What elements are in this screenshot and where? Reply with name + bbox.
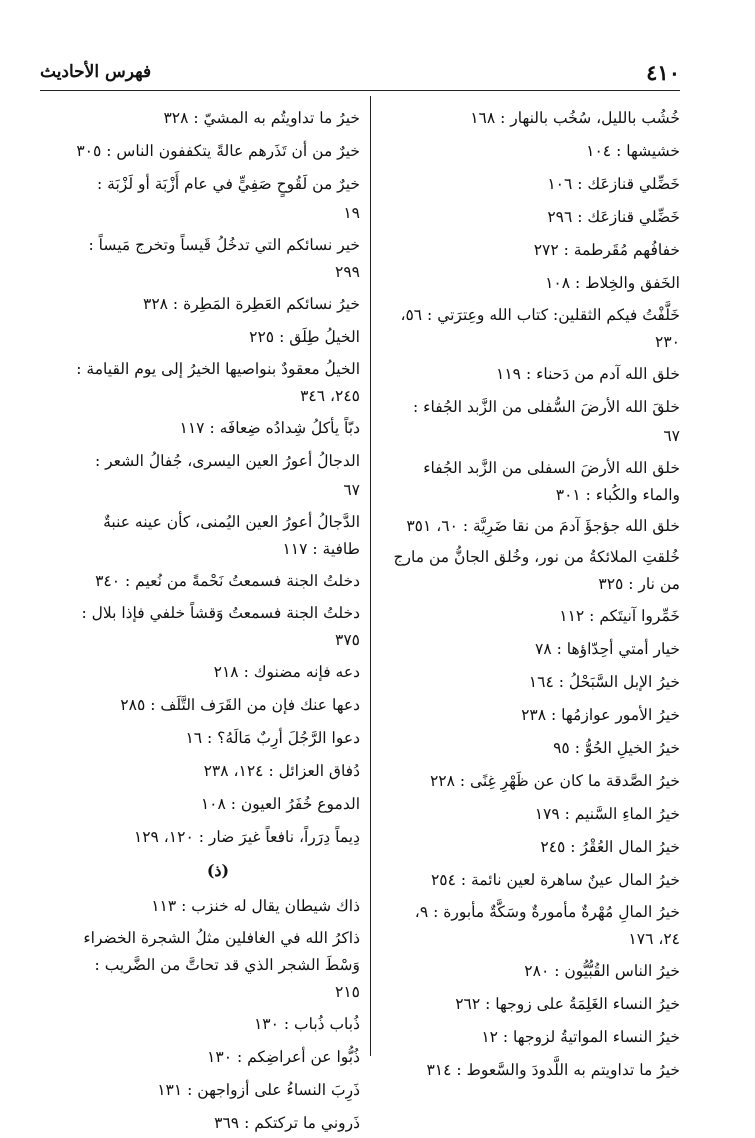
index-entry: ذَروني ما تركتكم : ٣٦٩ [214,1114,360,1132]
index-entry: خلق الله آدم من دَحناء : ١١٩ [496,365,680,383]
index-entry: خيرُ الماءِ السَّنيم : ١٧٩ [534,805,680,823]
index-entry: الدجالُ أعورُ العين اليسرى، جُفالُ الشعر : ٦٧ [94,452,360,499]
section-letter-heading: (ذ) [206,861,230,880]
index-entry: خلق الله جؤجؤَ آدمَ من نقا ضَرِيَّة : ٦٠، ٣٥١ [406,517,680,535]
index-entry: الخيلُ طِلَق : ٢٢٥ [249,328,360,346]
index-entry: خيرُ الإبل السَّبَحْلُ : ١٦٤ [528,673,680,691]
index-entry: خيار أمتي أحِدّاؤها : ٧٨ [535,640,680,658]
index-entry: خيرُ النساء المواتيةُ لزوجها : ١٢ [481,1028,680,1046]
index-entry: خيرٌ من أن تَذَرهم عالةً يتكففون الناس : ٣٠٥ [76,142,360,160]
index-entry: خَضِّلي قنازعَك : ٢٩٦ [547,208,680,226]
index-entry: دعوا الرَّجُلَ أرِبٌ مَالَهُ؟ : ١٦ [185,729,360,747]
index-entry: خُلقتِ الملائكةُ من نور، وخُلق الجانُّ من مارج من نار : ٣٢٥ [393,548,680,593]
index-entry: دعه فإنه مضنوك : ٢١٨ [213,663,360,681]
index-entry: خيرُ نسائكم العَطِرة المَطِرة : ٣٢٨ [143,295,360,313]
index-entry: دخلتُ الجنة فسمعتُ وَقشاً خلفي فإذا بلال : ٣٧٥ [81,604,360,649]
index-entry: خيرُ ما تداويتم به اللَّدودَ والسَّعوط : ٣١٤ [426,1061,680,1079]
index-entry: خَلَّفْتُ فيكم الثقلين: كتاب الله وعِترَتي : ٥٦، ٢٣٠ [400,306,680,351]
index-entry: دِيماً دِرَراً، نافعاً غيرَ ضار : ١٢٠، ١٢٩ [133,828,360,846]
index-entry: الدموع خُفَرُ العيون : ١٠٨ [200,795,360,813]
index-entry: ذُبُّوا عن أعراضِكم : ١٣٠ [207,1048,360,1066]
index-entry: خيرُ الصَّدقة ما كان عن ظَهْرِ غِنًى : ٢٢٨ [429,772,680,790]
index-entry: خيرُ الناس القُبُّيُّون : ٢٨٠ [524,962,680,980]
index-entry: الخيلُ معقودٌ بنواصيها الخيرُ إلى يوم القيامة : ٢٤٥، ٣٤٦ [76,360,360,405]
index-entry: ذاك شيطان يقال له خنزب : ١١٣ [151,897,360,915]
index-entry: خَمِّروا آنيتَكم : ١١٢ [559,607,680,625]
index-entry: خلقَ الله الأرضَ السُّفلى من الزَّبد الجُفاء : ٦٧ [413,398,680,445]
right-column [392,104,680,1079]
left-column [76,104,360,1132]
running-title: فهرس الأحاديث [40,62,152,82]
index-entry: الدَّجالُ أعورُ العين اليُمنى، كأن عينه عنبةٌ طافية : ١١٧ [103,513,360,558]
index-entry: ذُباب ذُباب : ١٣٠ [253,1015,360,1033]
index-entry: الخَفق والخِلاط : ١٠٨ [545,274,680,292]
index-entry: دعها عنك فإن من القَرَف التَّلَف : ٢٨٥ [120,696,360,714]
index-entry: خُشُب بالليل، سُخُب بالنهار : ١٦٨ [470,109,680,127]
index-entry: خَضِّلي قنازعَك : ١٠٦ [547,175,680,193]
page-number: ٤١٠ [646,60,680,85]
index-entry: خيرُ النساء الغَلِمَةُ على زوجها : ٢٦٢ [455,995,680,1013]
index-entry: خيرُ المال العُقْرُ : ٢٤٥ [540,838,680,856]
index-entry: دُفاق العزائل : ١٢٤، ٢٣٨ [203,762,360,780]
index-entry: خيرُ ما تداويتُم به المشيّ : ٣٢٨ [163,109,360,127]
index-entry: دبّاً يأكلُ شِدادُه ضِعافَه : ١١٧ [179,419,360,437]
index-entry: خيرُ الأمور عوازمُها : ٢٣٨ [521,706,680,724]
index-entry: دخلتُ الجنة فسمعتُ نَحْمةً من نُعيم : ٣٤٠ [95,572,360,590]
header-rule [40,90,680,91]
index-entry: خير نسائكم التي تدخُلُ قَيساً وتخرج مَيساً : ٢٩٩ [88,236,360,281]
index-entry: خيرُ المالِ مُهْرةٌ مأمورةٌ وسَكَّةٌ مأبورة : ٩، ٢٤، ١٧٦ [414,903,680,948]
index-entry: ذَرِبَ النساءُ على أزواجهن : ١٣١ [157,1081,360,1099]
index-entry: خلق الله الأرضَ السفلى من الزَّبد الجُفاء والماء والكُباء : ٣٠١ [423,459,680,504]
index-entry: خشيشها : ١٠٤ [586,142,680,160]
index-entry: ذاكرُ الله في الغافلين مثلُ الشجرة الخضراء وَسْطَ الشجر الذي قد تحاتَّ من الضَّريب : ٢١٥ [83,929,360,1001]
index-entry: خيرُ الخيلِ الحُوُّ : ٩٥ [553,739,680,757]
index-entry: خيرٌ من لَقُوحٍ صَفِيٍّ في عام أَزْبَة أو لَزْبَة : ١٩ [97,175,360,222]
index-entry: خفافُهم مُقَرطمة : ٢٧٢ [533,241,680,259]
page-header [40,58,680,88]
column-divider [370,96,371,1056]
index-entry: خيرُ المال عينٌ ساهرة لعين نائمة : ٢٥٤ [430,871,680,889]
